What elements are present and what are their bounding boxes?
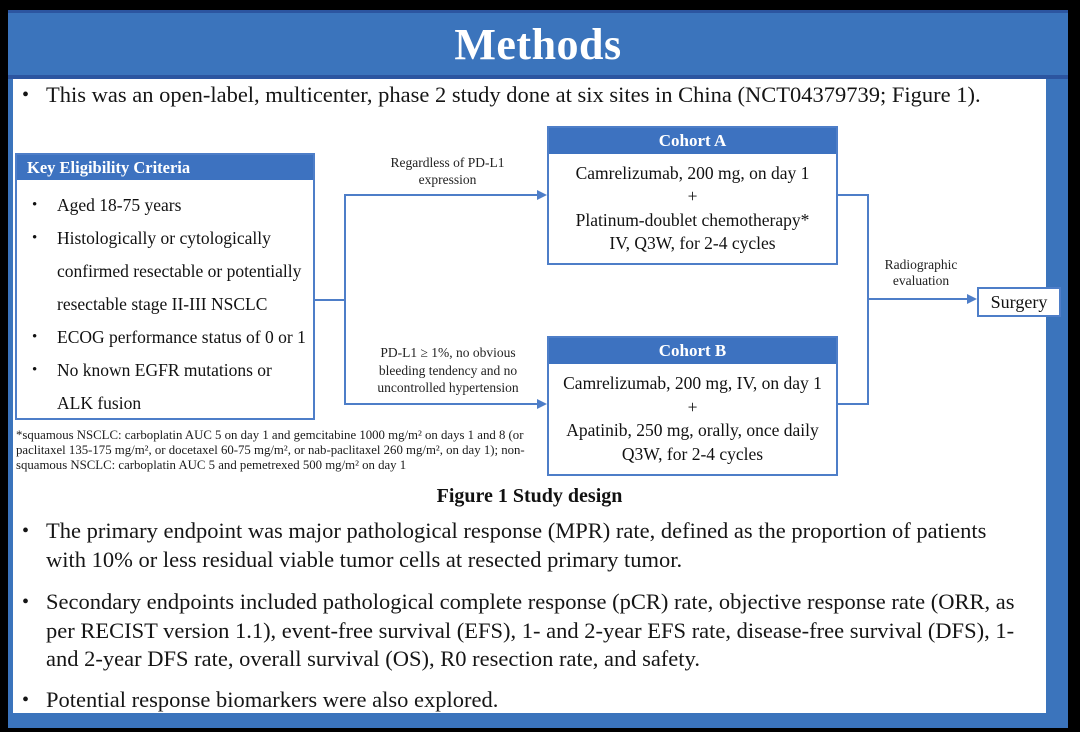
cohort-b-line3: Q3W, for 2-4 cycles (621, 443, 764, 464)
connector-cohort-b-right (838, 403, 869, 405)
bullet-primary-endpoint: • The primary endpoint was major pathological response (MPR) rate, defined as the proportion of patients with 10% or less residual viable tumor cells at resected primary tumor. (20, 517, 1036, 574)
arrowhead-cohort-a (537, 190, 547, 200)
bullet-secondary-endpoints: • Secondary endpoints included pathological complete response (pCR) rate, objective response rate (ORR, as per RECIST version 1.1), event-free survival (EFS), 1- and 2-year EFS rate, disease-free survival (DFS), 1- and 2-year DFS rate, overall survival (OS), R0 resection rate, and safety. (20, 588, 1036, 674)
eligibility-box-body (17, 180, 313, 420)
eligibility-item: • ECOG performance status of 0 or 1 (17, 321, 313, 354)
bullet-study-overview: • This was an open-label, multicenter, phase 2 study done at six sites in China (NCT04379739; Figure 1). (20, 80, 1036, 110)
cohort-a-header: Cohort A (549, 128, 836, 154)
cohort-a-line2: Platinum-doublet chemotherapy* (575, 209, 810, 230)
cohort-a-body (549, 154, 836, 263)
chemotherapy-footnote: *squamous NSCLC: carboplatin AUC 5 on day 1 and gemcitabine 1000 mg/m² on days 1 and 8 (or paclitaxel 135-175 mg/m², or docetaxel 60-75 mg/m², or nab-paclitaxel 260 mg/m², on day 1); non- squamous NSCLC: carboplatin AUC 5 and pemetrexed 500 mg/m² on day 1 (16, 428, 525, 472)
eligibility-item: • Aged 18-75 years (17, 189, 313, 222)
branch-bottom-label: PD-L1 ≥ 1%, no obvious bleeding tendency and no uncontrolled hypertension (377, 345, 519, 395)
eligibility-item: • No known EGFR mutations or ALK fusion (17, 354, 313, 420)
arrow-line-to-cohort-a (344, 194, 538, 196)
arrow-line-to-surgery (867, 298, 969, 300)
radiographic-evaluation-label: Radiographic evaluation (884, 257, 958, 288)
cohort-a-line1: Camrelizumab, 200 mg, on day 1 (575, 162, 810, 183)
cohort-a-box (547, 126, 838, 265)
branch-vertical-line-left (344, 194, 346, 405)
eligibility-item: • Histologically or cytologically confirmed resectable or potentially resectable stage II-III NSCLC (17, 222, 313, 321)
cohort-b-header: Cohort B (549, 338, 836, 364)
cohort-a-line3: IV, Q3W, for 2-4 cycles (609, 233, 776, 253)
cohort-b-line2: Apatinib, 250 mg, orally, once daily (566, 420, 819, 440)
bullet-biomarkers: • Potential response biomarkers were also explored. (20, 686, 1036, 715)
eligibility-box-header: Key Eligibility Criteria (17, 155, 313, 180)
connector-eligibility-to-branch (315, 299, 346, 301)
figure-caption: Figure 1 Study design (436, 485, 623, 507)
surgery-box: Surgery (977, 287, 1061, 317)
branch-top-label: Regardless of PD-L1 expression (390, 155, 505, 187)
title-banner (8, 10, 1068, 79)
plus-sign: + (687, 396, 698, 417)
arrowhead-cohort-b (537, 399, 547, 409)
cohort-b-line1: Camrelizumab, 200 mg, IV, on day 1 (563, 373, 822, 393)
arrow-line-to-cohort-b (344, 403, 538, 405)
eligibility-box (15, 153, 315, 420)
arrowhead-surgery (967, 294, 977, 304)
page-title: Methods (454, 19, 622, 69)
plus-sign: + (687, 186, 698, 206)
connector-cohort-a-right (838, 194, 869, 196)
